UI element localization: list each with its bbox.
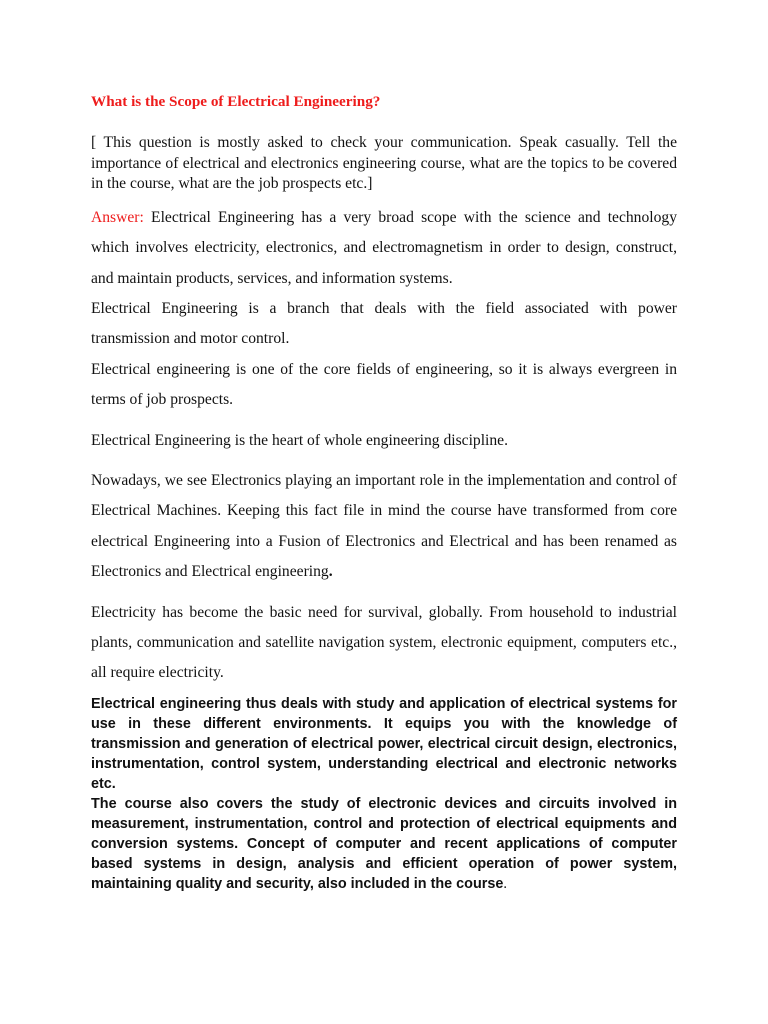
- document-title: What is the Scope of Electrical Engineering?: [91, 93, 381, 110]
- core-fields-paragraph: Electrical engineering is one of the core fields of engineering, so it is always evergreen in terms of job prospects.: [91, 360, 677, 409]
- answer-text: Electrical Engineering has a very broad scope with the science and technology which involves electricity, electronics, and electromagnetism in order to design, construct, and maintain products, services, and information systems.: [91, 208, 677, 287]
- deals-paragraph: Electrical engineering thus deals with study and application of electrical systems for use in these different environments. It equips you with the knowledge of transmission and generation of electrical power, electrical circuit design, electronics, instrumentation, control system, understanding electrical and electronic networks etc.: [91, 695, 677, 792]
- covers-paragraph: [91, 794, 677, 894]
- nowadays-paragraph: [91, 466, 677, 588]
- heart-paragraph: Electrical Engineering is the heart of whole engineering discipline.: [91, 431, 508, 449]
- question-note: [ This question is mostly asked to check your communication. Speak casually. Tell the importance of electrical and electronics engineering course, what are the topics to be covered in the course, what are the job prospects etc.]: [91, 134, 677, 193]
- covers-text: The course also covers the study of electronic devices and circuits involved in measurement, instrumentation, control and protection of electrical equipments and conversion systems. Concept of computer and recent applications of computer based systems in design, analysis and efficient operation of power system, maintaining quality and security, also included in the course: [91, 795, 677, 892]
- covers-period: .: [503, 875, 507, 892]
- nowadays-period: .: [328, 563, 333, 581]
- document-page: [91, 92, 677, 894]
- answer-paragraph: [91, 203, 677, 294]
- basic-need-paragraph: Electricity has become the basic need for survival, globally. From household to industrial plants, communication and satellite navigation system, electronic equipment, computers etc., all require electricity.: [91, 603, 677, 682]
- nowadays-text: Nowadays, we see Electronics playing an important role in the implementation and control of Electrical Machines. Keeping this fact file in mind the course have transformed from core electrical Engineering into a Fusion of Electronics and Electrical and has been renamed as Electronics and Electrical engineering: [91, 472, 677, 581]
- branch-paragraph: Electrical Engineering is a branch that deals with the field associated with power transmission and motor control.: [91, 300, 677, 348]
- answer-label: Answer:: [91, 208, 144, 226]
